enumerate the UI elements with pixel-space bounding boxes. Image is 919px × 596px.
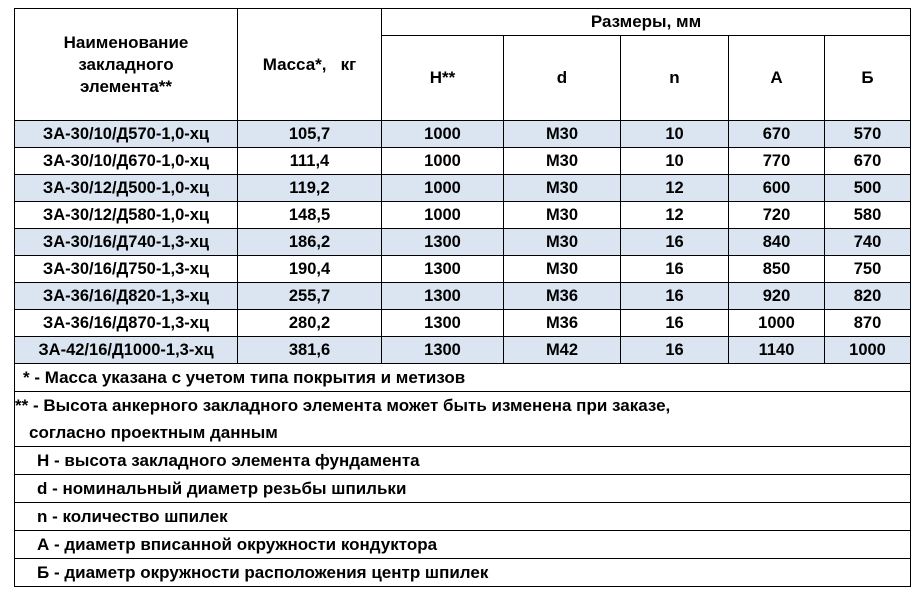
note-row [15, 392, 911, 420]
cell-a: 850 [729, 256, 825, 283]
cell-mass: 255,7 [238, 283, 382, 310]
header-name-line-1: Наименование [63, 32, 189, 52]
cell-b: 580 [825, 202, 911, 229]
cell-mass: 105,7 [238, 121, 382, 148]
note-row [15, 503, 911, 531]
table-row [15, 337, 911, 364]
header-name-line-2: закладного [78, 54, 174, 74]
table-row [15, 175, 911, 202]
note-b: Б - диаметр окружности расположения центр шпилек [15, 559, 911, 587]
cell-b: 820 [825, 283, 911, 310]
header-name [15, 9, 238, 121]
header-name-line-3: элемента** [79, 76, 173, 96]
cell-d: М30 [504, 229, 621, 256]
cell-name: ЗА-36/16/Д870-1,3-хц [15, 310, 238, 337]
cell-a: 920 [729, 283, 825, 310]
cell-d: М36 [504, 283, 621, 310]
cell-b: 870 [825, 310, 911, 337]
note-row [15, 419, 911, 447]
note-row [15, 475, 911, 503]
embedded-elements-table [14, 8, 911, 587]
cell-a: 840 [729, 229, 825, 256]
cell-name: ЗА-30/10/Д670-1,0-хц [15, 148, 238, 175]
cell-b: 750 [825, 256, 911, 283]
cell-b: 670 [825, 148, 911, 175]
header-dim-b: Б [825, 36, 911, 121]
header-row-1 [15, 9, 911, 36]
cell-n: 10 [621, 121, 729, 148]
cell-mass: 280,2 [238, 310, 382, 337]
cell-n: 16 [621, 283, 729, 310]
header-dim-d: d [504, 36, 621, 121]
note-h: Н - высота закладного элемента фундамента [15, 447, 911, 475]
cell-d: М30 [504, 175, 621, 202]
cell-a: 670 [729, 121, 825, 148]
table-row [15, 202, 911, 229]
cell-name: ЗА-42/16/Д1000-1,3-хц [15, 337, 238, 364]
header-mass: Масса*, кг [238, 9, 382, 121]
cell-a: 1000 [729, 310, 825, 337]
cell-h: 1300 [382, 283, 504, 310]
cell-name: ЗА-30/10/Д570-1,0-хц [15, 121, 238, 148]
cell-mass: 111,4 [238, 148, 382, 175]
table-row [15, 121, 911, 148]
cell-n: 12 [621, 175, 729, 202]
cell-b: 500 [825, 175, 911, 202]
cell-mass: 148,5 [238, 202, 382, 229]
cell-d: М30 [504, 121, 621, 148]
cell-name: ЗА-36/16/Д820-1,3-хц [15, 283, 238, 310]
note-row [15, 559, 911, 587]
table-row [15, 148, 911, 175]
cell-b: 570 [825, 121, 911, 148]
header-sizes: Размеры, мм [382, 9, 911, 36]
cell-h: 1300 [382, 310, 504, 337]
note-height-line-2: согласно проектным данным [15, 419, 911, 447]
cell-d: М30 [504, 148, 621, 175]
cell-name: ЗА-30/12/Д500-1,0-хц [15, 175, 238, 202]
cell-mass: 186,2 [238, 229, 382, 256]
cell-h: 1000 [382, 148, 504, 175]
cell-d: М30 [504, 256, 621, 283]
cell-a: 720 [729, 202, 825, 229]
note-n: n - количество шпилек [15, 503, 911, 531]
cell-a: 600 [729, 175, 825, 202]
header-dim-n: n [621, 36, 729, 121]
cell-h: 1300 [382, 229, 504, 256]
cell-a: 770 [729, 148, 825, 175]
cell-mass: 190,4 [238, 256, 382, 283]
cell-b: 740 [825, 229, 911, 256]
cell-h: 1300 [382, 337, 504, 364]
spec-table-container [14, 8, 910, 587]
note-row [15, 364, 911, 392]
table-row [15, 229, 911, 256]
cell-n: 16 [621, 310, 729, 337]
note-height-line-1: ** - Высота анкерного закладного элемента может быть изменена при заказе, [15, 392, 911, 420]
cell-mass: 381,6 [238, 337, 382, 364]
cell-n: 10 [621, 148, 729, 175]
cell-name: ЗА-30/16/Д740-1,3-хц [15, 229, 238, 256]
cell-d: М36 [504, 310, 621, 337]
cell-h: 1300 [382, 256, 504, 283]
note-row [15, 531, 911, 559]
cell-d: М42 [504, 337, 621, 364]
table-row [15, 310, 911, 337]
cell-b: 1000 [825, 337, 911, 364]
cell-n: 16 [621, 229, 729, 256]
cell-name: ЗА-30/12/Д580-1,0-хц [15, 202, 238, 229]
table-row [15, 283, 911, 310]
cell-d: М30 [504, 202, 621, 229]
cell-n: 16 [621, 337, 729, 364]
note-d: d - номинальный диаметр резьбы шпильки [15, 475, 911, 503]
note-mass: * - Масса указана с учетом типа покрытия и метизов [15, 364, 911, 392]
cell-a: 1140 [729, 337, 825, 364]
table-row [15, 256, 911, 283]
cell-h: 1000 [382, 121, 504, 148]
header-dim-a: А [729, 36, 825, 121]
note-a: А - диаметр вписанной окружности кондуктора [15, 531, 911, 559]
header-dim-h: Н** [382, 36, 504, 121]
note-row [15, 447, 911, 475]
cell-n: 16 [621, 256, 729, 283]
cell-name: ЗА-30/16/Д750-1,3-хц [15, 256, 238, 283]
cell-h: 1000 [382, 202, 504, 229]
cell-mass: 119,2 [238, 175, 382, 202]
cell-n: 12 [621, 202, 729, 229]
cell-h: 1000 [382, 175, 504, 202]
